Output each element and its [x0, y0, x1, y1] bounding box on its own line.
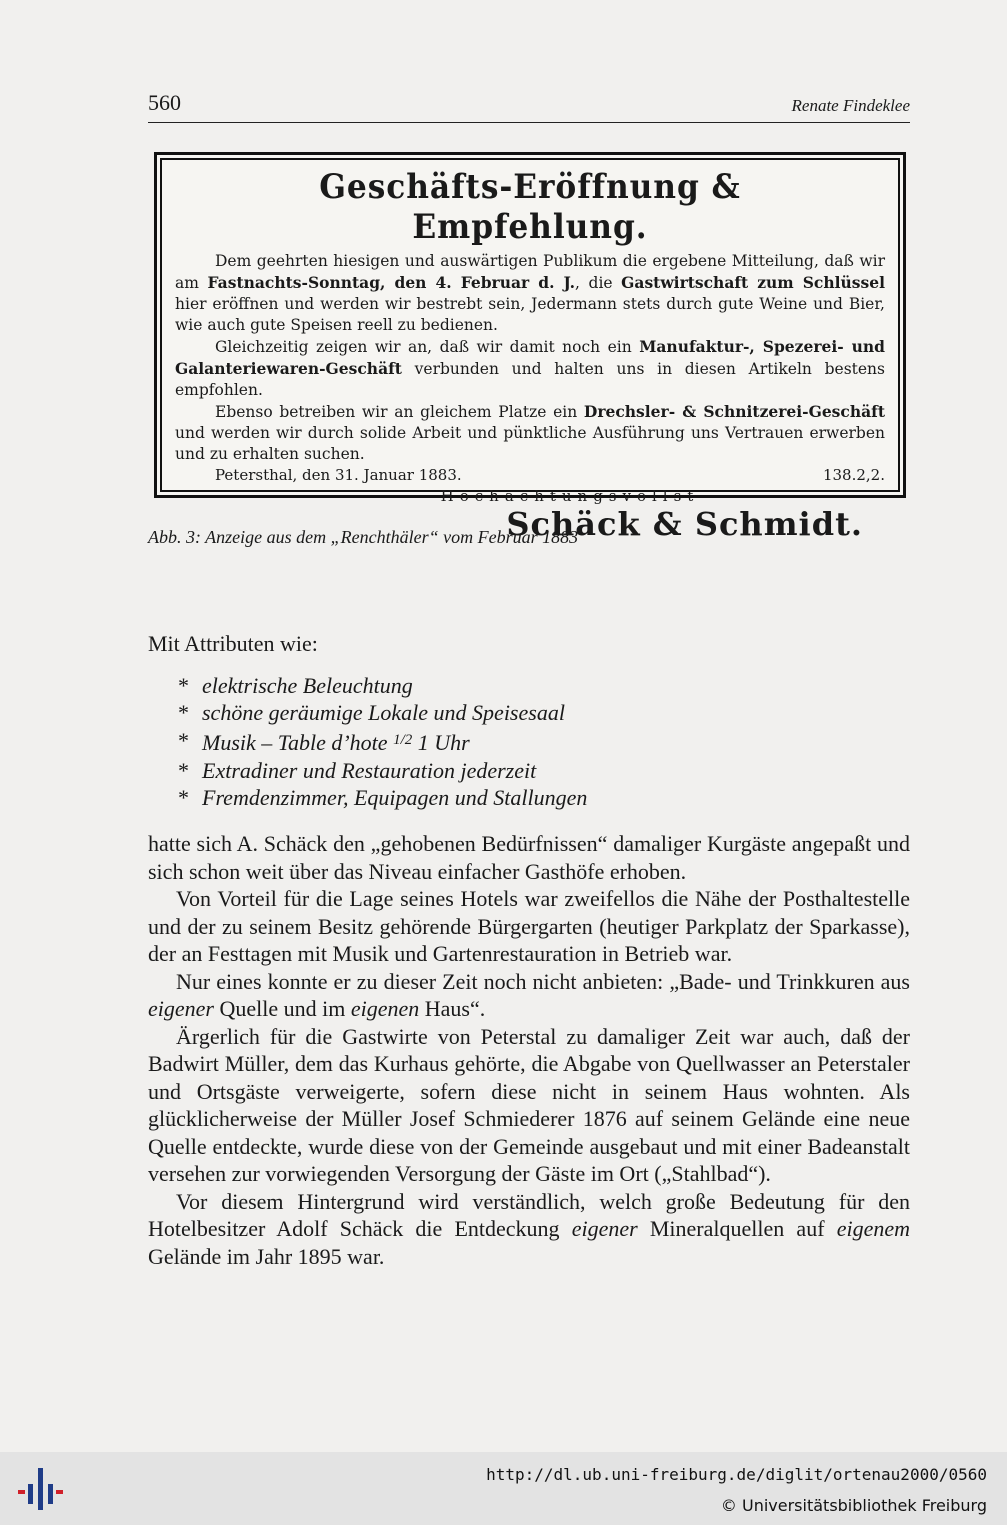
paragraph: Vor diesem Hintergrund wird verständlich, welch große Bedeutung für den Hotelbesitzer Adolf Schäck die Entdeckung eigener Mineralquellen auf eigenem Gelände im Jahr 1895 war. [148, 1188, 910, 1269]
list-item: * schöne geräumige Lokale und Speisesaal [178, 700, 565, 726]
advertisement-title: Geschäfts-Eröffnung & Empfehlung. [319, 167, 741, 247]
attribute-list [148, 672, 910, 813]
paragraphs [148, 830, 910, 1270]
source-url-link[interactable]: http://dl.ub.uni-freiburg.de/diglit/ortenau2000/0560 [486, 1465, 987, 1484]
body-text [148, 630, 910, 1270]
paragraph: Ärgerlich für die Gastwirte von Peterstal zu damaliger Zeit war auch, daß der Badwirt Müller, dem das Kurhaus gehörte, die Abgabe von Quellwasser an Peterstaler und Ortsgäste verweigerte, sofern diese nicht in seinem Haus wohnten. Als glücklicherweise der Müller Josef Schmiederer 1876 auf seinem Gelände eine neue Quelle entdeckte, wurde diese von der Gemeinde ausgebaut und mit einer Badeanstalt versehen zur vorwiegenden Versorgung der Gäste im Ort („Stahlbad“). [148, 1023, 910, 1187]
advertisement-signature: Schäck & Schmidt. [506, 505, 863, 543]
figure-caption: Abb. 3: Anzeige aus dem „Renchthäler“ vom Februar 1883 [148, 527, 579, 547]
advertisement-paragraph: Dem geehrten hiesigen und auswärtigen Publikum die ergebene Mitteilung, daß wir am Fastnachts-Sonntag, den 4. Februar d. J., die Gastwirtschaft zum Schlüssel hier eröffnen und werden wir bestrebt sein, Jedermann stets durch gute Weine und Bier, wie auch gute Speisen reell zu bedienen. [175, 252, 886, 334]
copyright-notice: © Universitätsbibliothek Freiburg [720, 1496, 987, 1515]
running-head-author: Renate Findeklee [791, 96, 910, 115]
ub-freiburg-logo-icon [18, 1466, 64, 1512]
library-footer [0, 1452, 1007, 1525]
list-item: * elektrische Beleuchtung [178, 672, 413, 698]
paragraph: hatte sich A. Schäck den „gehobenen Bedürfnissen“ damaliger Kurgäste angepaßt und sich schon weit über das Niveau einfacher Gasthöfe erhoben. [148, 831, 910, 884]
advertisement-dateline [175, 465, 885, 486]
dateline-text: Petersthal, den 31. Januar 1883. [215, 466, 462, 484]
paragraph: Nur eines konnte er zu dieser Zeit noch nicht anbieten: „Bade- und Trinkkuren aus eigener Quelle und im eigenen Haus“. [148, 968, 910, 1022]
page-number: 560 [148, 90, 181, 115]
list-item: * Musik – Table d’hote $^{1/2}$ 1 Uhr [178, 727, 470, 755]
reference-number: 138.2,2. [822, 466, 885, 484]
advertisement-regards: Hochachtungsvollst [440, 487, 700, 505]
paragraph: Von Vorteil für die Lage seines Hotels war zweifellos die Nähe der Posthaltestelle und der zu seinem Besitz gehörende Bürgergarten (heutiger Parkplatz der Sparkasse), der an Festtagen mit Musik und Gartenrestauration in Betrieb war. [148, 886, 910, 967]
advertisement-paragraph: Ebenso betreiben wir an gleichem Platze ein Drechsler- & Schnitzerei-Geschäft und werden wir durch solide Arbeit und pünktliche Ausführung uns Vertrauen erwerben und zu erhalten suchen. [175, 402, 885, 463]
advertisement-text [175, 251, 885, 465]
list-item: * Extradiner und Restauration jederzeit [178, 757, 537, 783]
list-item: * Fremdenzimmer, Equipagen und Stallungen [178, 785, 588, 811]
intro-line: Mit Attributen wie: [148, 631, 318, 656]
page-header [148, 88, 910, 123]
advertisement-paragraph: Gleichzeitig zeigen wir an, daß wir damit noch ein Manufaktur-, Spezerei- und Galanteriewaren-Geschäft verbunden und halten uns in diesen Artikeln bestens empfohlen. [175, 337, 885, 399]
